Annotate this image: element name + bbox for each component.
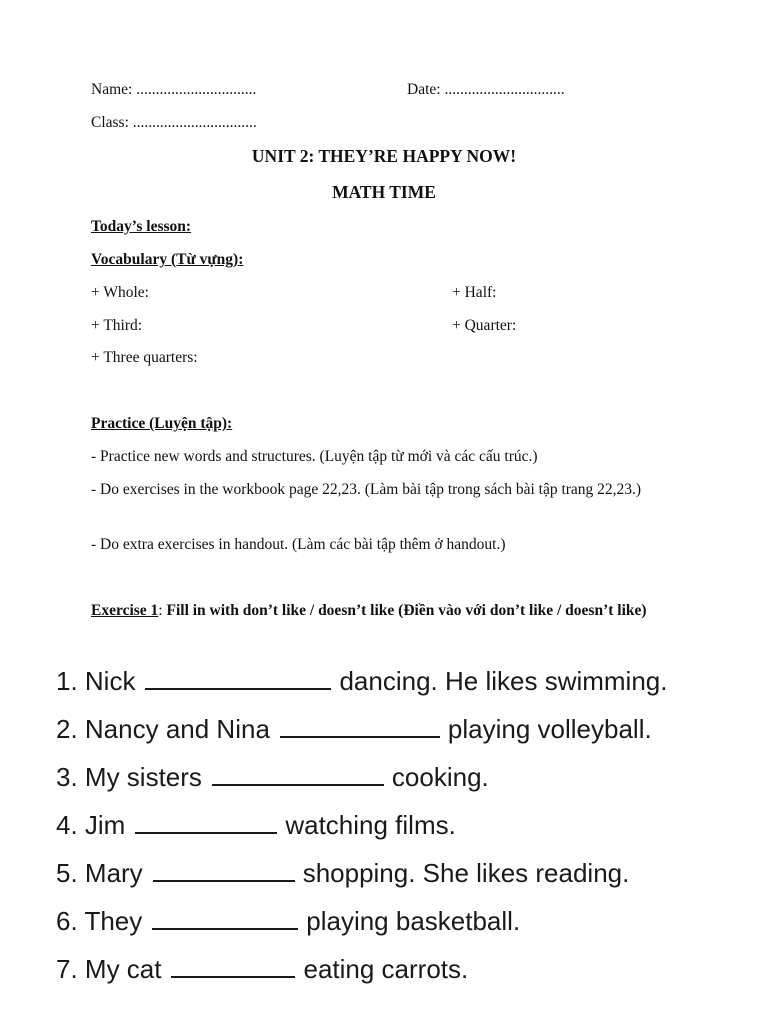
exercise-item-1 xyxy=(56,664,667,697)
exercise-item-text: 6. They xyxy=(56,906,143,936)
name-field: Name: ............................... xyxy=(91,81,257,98)
practice-item-1: - Practice new words and structures. (Luyện tập từ mới và các cấu trúc.) xyxy=(91,448,538,465)
exercise-item-5 xyxy=(56,856,629,889)
vocab-half: + Half: xyxy=(452,284,497,301)
vocab-quarter: + Quarter: xyxy=(452,317,517,334)
vocab-whole: + Whole: xyxy=(91,284,149,301)
exercise-item-4 xyxy=(56,808,456,841)
exercise-item-text: shopping. She likes reading. xyxy=(302,858,630,888)
answer-blank[interactable] xyxy=(152,904,298,930)
exercise-item-text: cooking. xyxy=(391,762,489,792)
exercise-item-6 xyxy=(56,904,520,937)
exercise-item-text: 4. Jim xyxy=(56,810,126,840)
exercise-item-text: playing basketball. xyxy=(306,906,521,936)
exercise-1-separator: : xyxy=(158,602,167,619)
exercise-item-7 xyxy=(56,952,468,985)
practice-heading: Practice (Luyện tập): xyxy=(91,415,233,432)
practice-item-3: - Do extra exercises in handout. (Làm các bài tập thêm ở handout.) xyxy=(91,536,506,553)
exercise-1-label: Exercise 1 xyxy=(91,602,159,619)
answer-blank[interactable] xyxy=(153,856,295,882)
exercise-item-text: 1. Nick xyxy=(56,666,136,696)
answer-blank[interactable] xyxy=(135,808,277,834)
date-field: Date: ............................... xyxy=(407,81,565,98)
vocabulary-heading: Vocabulary (Từ vựng): xyxy=(91,251,244,268)
page-subtitle: MATH TIME xyxy=(332,182,436,202)
exercise-item-text: playing volleyball. xyxy=(447,714,652,744)
exercise-item-text: 3. My sisters xyxy=(56,762,202,792)
exercise-item-text: eating carrots. xyxy=(303,954,469,984)
exercise-item-text: 5. Mary xyxy=(56,858,143,888)
exercise-1-header xyxy=(91,600,651,622)
answer-blank[interactable] xyxy=(171,952,295,978)
exercise-item-2 xyxy=(56,712,652,745)
exercise-item-text: 2. Nancy and Nina xyxy=(56,714,270,744)
practice-item-2: - Do exercises in the workbook page 22,23. (Làm bài tập trong sách bài tập trang 22,23.) xyxy=(91,481,642,498)
exercise-item-3 xyxy=(56,760,489,793)
answer-blank[interactable] xyxy=(145,664,331,690)
exercise-1-instruction: Fill in with don’t like / doesn’t like (Điền vào với don’t like / doesn’t like) xyxy=(166,602,647,619)
answer-blank[interactable] xyxy=(280,712,440,738)
vocab-three-quarters: + Three quarters: xyxy=(91,349,198,366)
vocab-third: + Third: xyxy=(91,317,143,334)
exercise-item-text: watching films. xyxy=(285,810,456,840)
exercise-item-text: 7. My cat xyxy=(56,954,162,984)
unit-title: UNIT 2: THEY’RE HAPPY NOW! xyxy=(251,146,517,166)
todays-lesson-heading: Today’s lesson: xyxy=(91,218,192,235)
exercise-item-text: dancing. He likes swimming. xyxy=(339,666,668,696)
answer-blank[interactable] xyxy=(212,760,384,786)
class-field: Class: ................................ xyxy=(91,114,257,131)
